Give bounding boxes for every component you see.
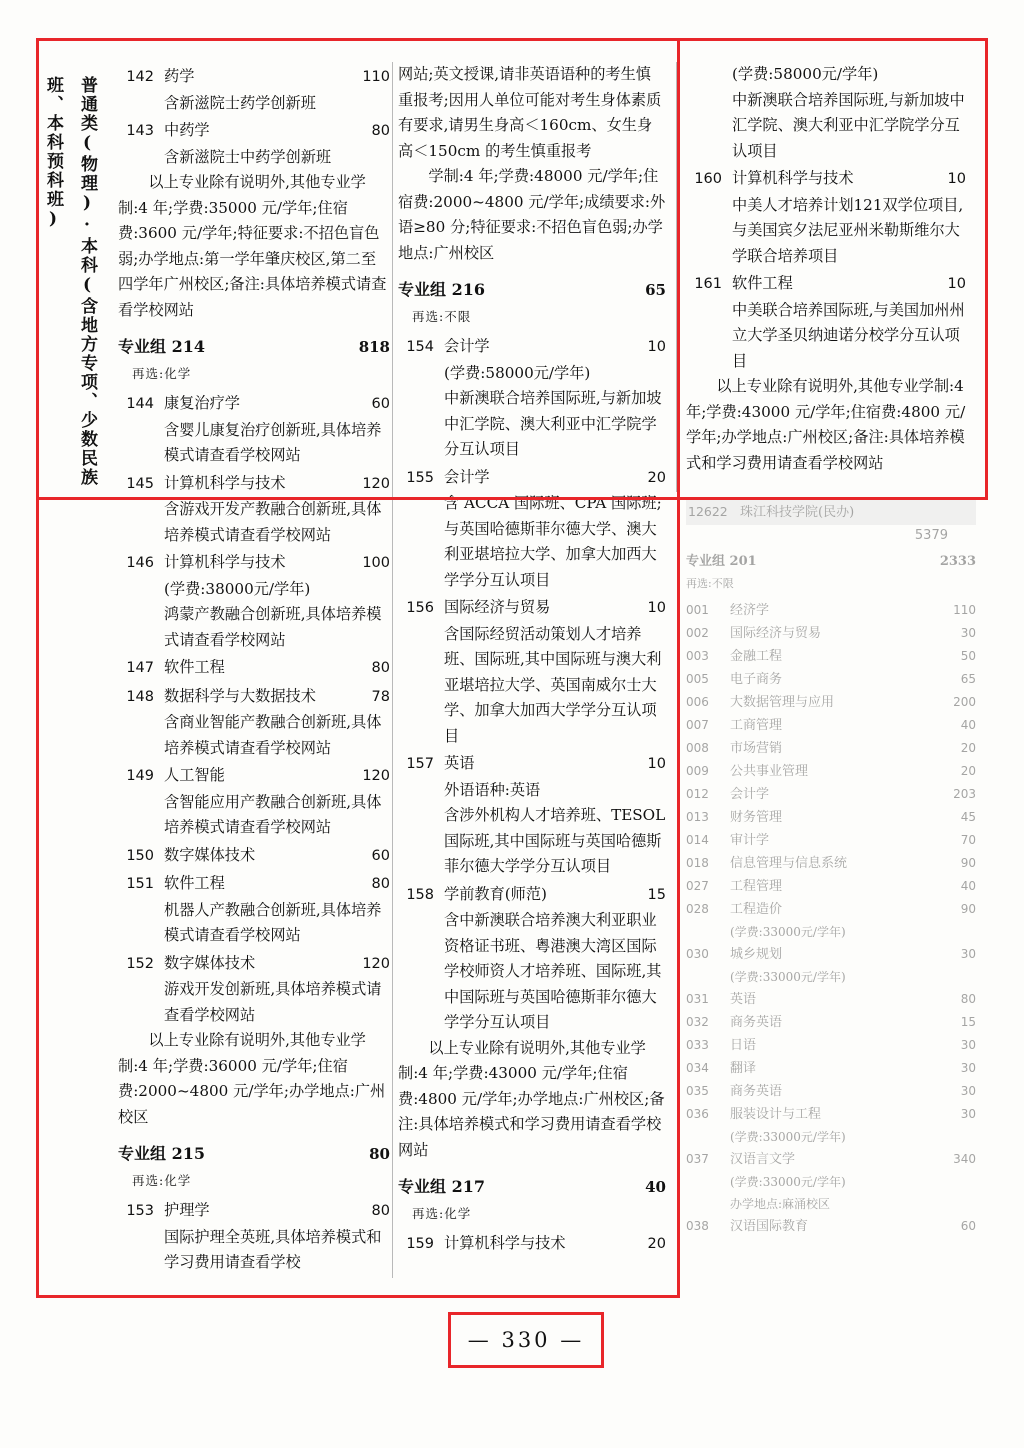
group-label: 专业组 217 [398,1177,485,1196]
row-fee-note: (学费:33000元/学年) [730,970,846,984]
table-row [686,988,976,1011]
entry-note: 国际护理全英班,具体培养模式和学习费用请查看学校 [164,1227,382,1271]
table-row [686,1057,976,1080]
row-quantity: 65 [960,672,976,686]
row-name: 信息管理与信息系统 [730,856,848,871]
entry-note: 机器人产教融合创新班,具体培养模式请查看学校网站 [164,900,382,944]
paragraph-note: 以上专业除有说明外,其他专业学制:4 年;学费:36000 元/学年;住宿费:2000~4800 元/学年;办学地点:广州校区 [118,1031,386,1126]
entry-note: 含 ACCA 国际班、CPA 国际班;与英国哈德斯菲尔德大学、澳大利亚堪培拉大学、加拿大加西大学学分互认项目 [444,494,662,589]
row-quantity: 110 [953,603,976,617]
entry-quantity: 60 [371,847,390,864]
group-quantity: 40 [645,1178,666,1196]
entry-quantity: 60 [371,396,390,412]
entry-name: 英语 [444,754,475,772]
entry-name: 计算机科学与技术 [164,553,286,571]
entry-number: 144 [126,396,154,412]
entry-name: 软件工程 [164,874,225,892]
entry-quantity: 20 [647,469,666,486]
entry-number: 152 [126,955,154,972]
table-row [686,622,976,645]
entry-name: 学前教育(师范) [444,884,547,903]
list-item [398,882,666,1036]
group-quantity: 80 [369,1145,390,1163]
list-item [398,751,666,880]
row-name: 大数据管理与应用 [730,695,835,710]
row-fee-note: (学费:33000元/学年) [730,1130,846,1144]
row-quantity: 340 [953,1152,976,1166]
entry-number: 160 [694,171,722,187]
group-subline: 再选:不限 [412,308,472,324]
row-name: 日语 [730,1038,757,1053]
text-column-3 [686,62,966,476]
row-name: 国际经济与贸易 [730,626,822,641]
row-code: 014 [686,833,709,847]
entry-name: 康复治疗学 [164,394,240,412]
major-group-header [398,1174,666,1201]
row-quantity: 20 [960,741,976,755]
table-row [686,599,976,622]
row-name: 服装设计与工程 [730,1107,822,1122]
row-quantity: 30 [960,1107,976,1121]
entry-number: 153 [126,1203,154,1219]
row-quantity: 50 [960,649,976,663]
list-item [398,334,666,463]
row-name: 翻译 [730,1061,757,1076]
entry-number: 149 [126,768,154,784]
entry-quantity: 80 [371,1203,390,1219]
group-subline: 再选:化学 [412,1205,472,1221]
column-divider-2 [676,62,677,492]
row-code: 031 [686,992,709,1006]
entry-name: 计算机科学与技术 [164,473,286,492]
entry-quantity: 120 [362,955,390,972]
table-row [686,1011,976,1034]
row-name: 工程造价 [730,902,783,917]
entry-quantity: 10 [947,276,966,292]
entry-fee: (学费:38000元/学年) [164,579,311,598]
paragraph-continued: 网站;英文授课,请非英语语种的考生慎重报考;因用人单位可能对考生身体素质有要求,请男生身高＜160cm、女生身高＜150cm 的考生慎重报考 [398,65,662,160]
entry-name: 药学 [164,67,195,85]
entry-fee: (学费:58000元/学年) [732,65,879,83]
group-label: 专业组 214 [118,337,205,356]
paragraph-note: 以上专业除有说明外,其他专业学制:4 年;学费:35000 元/学年;住宿费:3600 元/学年;特征要求:不招色盲色弱;办学地点:第一学年肇庆校区,第二至四学年广州校区;备注:具体培养模式请查看学校网站 [118,173,387,319]
row-quantity: 30 [960,626,976,640]
row-quantity: 90 [960,856,976,870]
entry-quantity: 20 [647,1236,666,1252]
group-quantity: 2333 [939,554,976,569]
row-code: 034 [686,1061,709,1075]
column-divider-1 [392,62,393,1278]
entry-note: 含游戏开发产教融合创新班,具体培养模式请查看学校网站 [164,500,382,544]
row-quantity: 70 [960,833,976,847]
entry-number: 146 [126,555,154,571]
row-code: 035 [686,1084,709,1098]
entry-quantity: 80 [371,660,390,676]
entry-number: 147 [126,660,154,676]
row-code: 037 [686,1152,709,1166]
row-quantity: 203 [953,787,976,801]
list-item [398,1231,666,1258]
entry-name: 人工智能 [164,766,225,784]
row-quantity: 45 [960,810,976,824]
table-row [686,1148,976,1171]
entry-note: 含中新澳联合培养澳大利亚职业资格证书班、粤港澳大湾区国际学校师资人才培养班、国际班,其中国际班与英国哈德斯菲尔德大学学分互认项目 [444,911,662,1031]
row-name: 会计学 [730,787,770,802]
list-item [118,843,390,870]
row-code: 027 [686,879,709,893]
entry-number: 159 [406,1236,434,1252]
row-quantity: 15 [960,1015,976,1029]
entry-note: 中新澳联合培养国际班,与新加坡中汇学院、澳大利亚中汇学院学分互认项目 [444,389,662,458]
entry-number: 154 [406,339,434,355]
page-number: — 330 — [467,1328,585,1352]
row-code: 018 [686,856,709,870]
entry-quantity: 80 [371,876,390,892]
entry-note: 含智能应用产教融合创新班,具体培养模式请查看学校网站 [164,792,382,836]
list-item [118,64,390,116]
entry-note: 中新澳联合培养国际班,与新加坡中汇学院、澳大利亚中汇学院学分互认项目 [732,90,965,160]
entry-quantity: 10 [647,756,666,772]
major-group-header [118,1141,390,1168]
table-row [686,737,976,760]
row-name: 工商管理 [730,718,783,733]
row-quantity: 80 [960,992,976,1006]
row-name: 金融工程 [730,649,783,664]
table-row [686,1080,976,1103]
entry-note: 含国际经贸活动策划人才培养班、国际班,其中国际班与澳大利亚堪培拉大学、英国南威尔士大学、加拿大加西大学学分互认项目 [444,624,662,745]
table-row [686,806,976,829]
entry-number: 150 [126,847,154,864]
table-row [686,898,976,921]
row-name: 财务管理 [730,810,783,825]
paragraph-note: 以上专业除有说明外,其他专业学制:4 年;学费:43000 元/学年;住宿费:4800 元/学年;办学地点:广州校区;备注:具体培养模式和学习费用请查看学校网站 [398,1038,665,1159]
faded-school-block [686,500,976,1300]
row-name: 商务英语 [730,1015,783,1030]
row-code: 006 [686,695,709,709]
row-fee-note: (学费:33000元/学年) [730,1175,846,1189]
text-column-1 [118,62,390,1276]
entry-note: 含婴儿康复治疗创新班,具体培养模式请查看学校网站 [164,420,382,464]
row-code: 007 [686,718,709,732]
entry-number: 157 [406,756,434,772]
entry-note: 含商业智能产教融合创新班,具体培养模式请查看学校网站 [164,713,382,757]
group-subline: 再选:化学 [132,365,192,381]
major-group-header [686,551,976,573]
list-item [118,763,390,841]
table-row [686,645,976,668]
group-label: 专业组 215 [118,1144,205,1163]
row-code: 009 [686,764,709,778]
list-item [118,684,390,762]
row-code: 033 [686,1038,709,1052]
table-row [686,852,976,875]
entry-quantity: 110 [362,69,390,85]
table-row [686,1034,976,1057]
row-name: 审计学 [730,833,770,848]
entry-note: 鸿蒙产教融合创新班,具体培养模式请查看学校网站 [164,605,382,649]
row-quantity: 90 [960,902,976,916]
entry-quantity: 78 [371,688,390,705]
entry-number: 151 [126,876,154,892]
list-item [686,271,966,374]
row-name: 市场营销 [730,741,783,756]
entry-quantity: 15 [647,886,666,903]
table-row [686,668,976,691]
row-location-note: 办学地点:麻涌校区 [730,1197,831,1211]
row-code: 005 [686,672,709,686]
list-item [118,951,390,1029]
entry-note: 含涉外机构人才培养班、TESOL 国际班,其中国际班与英国哈德斯菲尔德大学学分互认项目 [444,806,666,875]
entry-name: 数字媒体技术 [164,953,256,972]
list-item [118,471,390,549]
entry-number: 161 [694,276,722,292]
entry-quantity: 10 [947,171,966,187]
list-item [398,465,666,594]
entry-number: 148 [126,688,154,705]
table-row [686,875,976,898]
row-name: 电子商务 [730,672,783,687]
row-code: 036 [686,1107,709,1121]
school-total: 5379 [914,528,948,543]
entry-note: 游戏开发创新班,具体培养模式请查看学校网站 [164,980,382,1024]
entry-number: 156 [406,600,434,616]
row-code: 030 [686,947,709,961]
group-label: 专业组 216 [398,280,485,299]
table-row [686,691,976,714]
row-code: 012 [686,787,709,801]
entry-name: 数字媒体技术 [164,845,256,864]
entry-quantity: 80 [371,123,390,139]
row-quantity: 200 [953,695,976,709]
group-subline: 再选:不限 [686,577,734,590]
entry-name: 中药学 [164,121,210,139]
entry-name: 会计学 [444,467,490,486]
row-name: 汉语国际教育 [730,1219,809,1234]
table-row [686,1215,976,1238]
entry-fee: (学费:58000元/学年) [444,363,591,382]
table-row [686,783,976,806]
row-name: 经济学 [730,603,770,618]
entry-name: 护理学 [164,1201,210,1219]
row-name: 城乡规划 [730,947,783,962]
group-quantity: 65 [645,281,666,299]
row-quantity: 30 [960,1061,976,1075]
row-name: 工程管理 [730,879,783,894]
entry-number: 143 [126,123,154,139]
row-code: 032 [686,1015,709,1029]
table-row [686,760,976,783]
school-header [686,500,976,525]
entry-name: 国际经济与贸易 [444,598,551,616]
row-code: 028 [686,902,709,916]
list-item [118,118,390,170]
row-quantity: 40 [960,718,976,732]
row-code: 013 [686,810,709,824]
entry-number: 158 [406,886,434,903]
list-item [118,391,390,469]
entry-quantity: 10 [647,600,666,616]
row-name: 商务英语 [730,1084,783,1099]
major-group-header [398,277,666,304]
entry-name: 软件工程 [164,658,225,676]
entry-note: 中美人才培养计划121双学位项目,与美国宾夕法尼亚州米勒斯维尔大学联合培养项目 [732,195,964,265]
row-quantity: 40 [960,879,976,893]
entry-note: 含新滋院士中药学创新班 [164,147,332,166]
group-quantity: 818 [358,338,390,356]
entry-quantity: 120 [362,768,390,784]
table-row [686,829,976,852]
entry-name: 软件工程 [732,274,793,292]
list-item [118,655,390,682]
school-name: 珠江科技学院(民办) [740,505,855,520]
major-group-header [118,334,390,361]
text-column-2 [398,62,666,1258]
row-code: 003 [686,649,709,663]
row-name: 英语 [730,992,757,1007]
row-code: 001 [686,603,709,617]
entry-language: 外语语种:英语 [444,780,541,799]
group-subline: 再选:化学 [132,1172,192,1188]
entry-note: 含新滋院士药学创新班 [164,93,316,112]
row-fee-note: (学费:33000元/学年) [730,925,846,939]
entry-note: 中美联合培养国际班,与美国加州州立大学圣贝纳迪诺分校学分互认项目 [732,300,965,370]
row-code: 008 [686,741,709,755]
row-quantity: 20 [960,764,976,778]
school-code: 12622 [688,504,728,519]
entry-name: 计算机科学与技术 [732,169,854,187]
row-name: 公共事业管理 [730,764,809,779]
list-item [398,595,666,749]
row-name: 汉语言文学 [730,1152,796,1167]
table-row [686,1103,976,1126]
row-quantity: 30 [960,947,976,961]
entry-name: 数据科学与大数据技术 [164,686,316,705]
paragraph-note: 学制:4 年;学费:48000 元/学年;住宿费:2000~4800 元/学年;成绩要求:外语≥80 分;特征要求:不招色盲色弱;办学地点:广州校区 [398,167,666,262]
row-quantity: 60 [960,1219,976,1233]
section-side-title: 普通类(物理)·本科(含地方专项、少数民族班、本科预科班) [43,76,97,487]
group-label: 专业组 201 [686,554,757,569]
table-row [686,943,976,966]
entry-number: 142 [126,69,154,85]
list-item [118,1198,390,1276]
entry-number: 155 [406,469,434,486]
entry-name: 会计学 [444,337,490,355]
entry-quantity: 100 [362,555,390,571]
row-quantity: 30 [960,1084,976,1098]
row-quantity: 30 [960,1038,976,1052]
list-item [118,871,390,949]
row-code: 002 [686,626,709,640]
table-row [686,714,976,737]
list-item [686,166,966,269]
paragraph-note: 以上专业除有说明外,其他专业学制:4 年;学费:43000 元/学年;住宿费:4800 元/学年;办学地点:广州校区;备注:具体培养模式和学习费用请查看学校网站 [686,377,966,472]
entry-quantity: 120 [362,475,390,492]
entry-name: 计算机科学与技术 [444,1234,566,1252]
row-code: 038 [686,1219,709,1233]
entry-number: 145 [126,475,154,492]
list-item [118,550,390,653]
entry-quantity: 10 [647,339,666,355]
